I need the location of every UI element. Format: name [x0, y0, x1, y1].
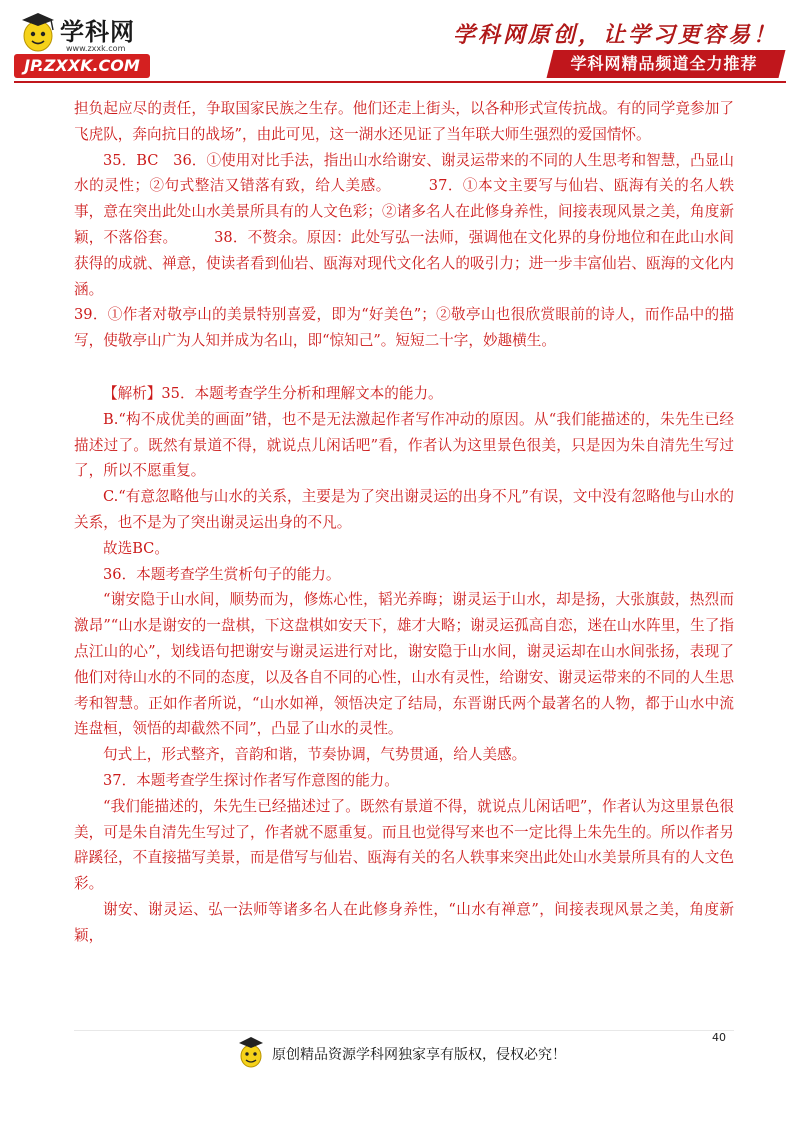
- analysis-paragraph: 故选BC。: [103, 539, 169, 557]
- header-banner: 学科网精品频道全力推荐: [570, 54, 758, 73]
- analysis-heading: [74, 381, 734, 407]
- analysis-paragraph: B.“构不成优美的画面”错，也不是无法激起作者写作冲动的原因。从“我们能描述的，朱先生已经描述过了。既然有景道不得，就说点儿闲话吧”看，作者认为这里景色很美，只是因为朱自清先生写过了，所以不愿重复。: [74, 410, 734, 480]
- paragraph: 担负起应尽的责任，争取国家民族之生存。他们还走上街头，以各种形式宣传抗战。有的同学竟参加了飞虎队，奔向抗日的战场”，由此可见，这一湖水还见证了当年联大师生强烈的爱国情怀。: [74, 100, 734, 143]
- page-header: [0, 0, 800, 92]
- page-footer: [236, 1034, 596, 1074]
- analysis-title: 35．本题考查学生分析和理解文本的能力。: [161, 384, 443, 402]
- analysis-paragraph: 37．本题考查学生探讨作者写作意图的能力。: [103, 771, 399, 789]
- site-badge[interactable]: JP.ZXXK.COM: [14, 54, 150, 78]
- copyright-notice: 原创精品资源学科网独家享有版权，侵权必究！: [272, 1047, 566, 1063]
- brand-url: www.zxxk.com: [66, 44, 126, 53]
- mascot-icon: [236, 1034, 266, 1070]
- mascot-icon: [18, 10, 58, 54]
- answer-paragraph: 35．BC 36．①使用对比手法，指出山水给谢安、谢灵运带来的不同的人生思考和智慧，凸显山水的灵性；②句式整洁又错落有致，给人美感。 37．①本文主要写与仙岩、瓯海有关的名人轶事，意在突出此处山水美景所具有的人文色彩；②诸多名人在此修身养性，间接表现风景之美，角度新颖，不落俗套。 38．不赘余。原因：此处写弘一法师，强调他在文化界的身份地位和在此山水间获得的成就、禅意，使读者看到仙岩、瓯海对现代文化名人的吸引力；进一步丰富仙岩、瓯海的文化内涵。: [74, 151, 734, 298]
- analysis-tag: 【解析】: [103, 384, 162, 402]
- answer-paragraph: 39．①作者对敬亭山的美景特别喜爱，即为“好美色”；②敬亭山也很欣赏眼前的诗人，而作品中的描写，使敬亭山广为人知并成为名山，即“惊知己”。短短二十字，妙趣横生。: [74, 306, 734, 350]
- analysis-paragraph: 句式上，形式整齐，音韵和谐，节奏协调，气势贯通，给人美感。: [103, 746, 527, 764]
- analysis-paragraph: 谢安、谢灵运、弘一法师等诸多名人在此修身养性，“山水有禅意”，间接表现风景之美，角度新颖，: [74, 900, 734, 944]
- header-divider: [14, 81, 786, 83]
- analysis-paragraph: C.“有意忽略他与山水的关系，主要是为了突出谢灵运的出身不凡”有误，文中没有忽略他与山水的关系，也不是为了突出谢灵运出身的不凡。: [74, 488, 734, 531]
- analysis-paragraph: “我们能描述的，朱先生已经描述过了。既然有景道不得，就说点儿闲话吧”，作者认为这里景色很美，可是朱自清先生写过了，作者就不愿重复。而且也觉得写来也不一定比得上朱先生的。所以作者另辟蹊径，不直接描写美景，而是借写与仙岩、瓯海有关的名人轶事来突出此处山水美景所具有的人文色彩。: [74, 797, 734, 893]
- spacer: [74, 354, 734, 381]
- analysis-paragraph: 36．本题考查学生赏析句子的能力。: [103, 565, 341, 583]
- footer-divider: [74, 1030, 734, 1031]
- analysis-paragraph: “谢安隐于山水间，顺势而为，修炼心性，韬光养晦；谢灵运于山水，却是扬，大张旗鼓，热烈而激昂”“山水是谢安的一盘棋，下这盘棋如安天下，雄才大略；谢灵运孤高自恋，迷在山水阵里，生了指点江山的心”，划线语句把谢安与谢灵运进行对比，谢安隐于山水间，谢灵运却在山水间张扬，表现了他们对待山水的不同的态度，以及各自不同的心性，山水有灵性，给谢安、谢灵运带来的不同的人生思考和智慧。正如作者所说，“山水如禅，领悟决定了结局，东晋谢氏两个最著名的人物，都于山水中流连盘桓，领悟的却截然不同”，凸显了山水的灵性。: [74, 591, 734, 738]
- brand-name: 学科网: [60, 18, 135, 46]
- header-slogan: 学科网原创，让学习更容易！: [452, 22, 778, 48]
- document-body: [74, 96, 734, 949]
- page-number: 40: [712, 1031, 726, 1044]
